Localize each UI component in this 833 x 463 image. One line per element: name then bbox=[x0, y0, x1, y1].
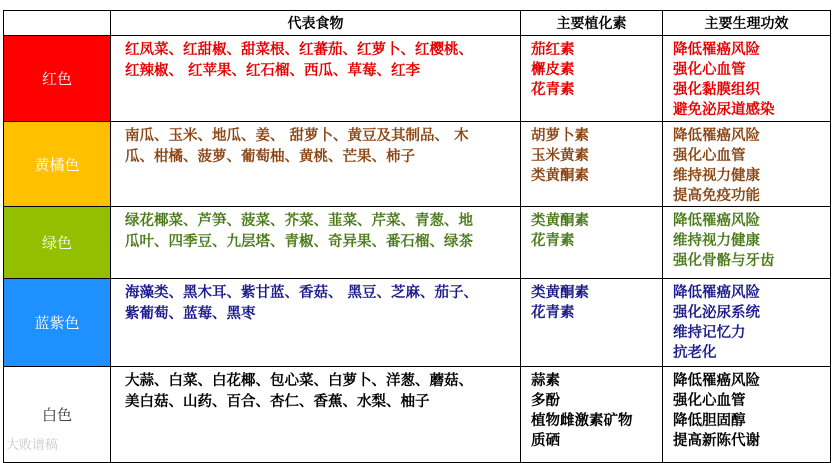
table-row bbox=[4, 122, 831, 207]
color-category-label: 绿色 bbox=[41, 234, 72, 252]
phytochemicals-cell-line: 花青素 bbox=[531, 305, 575, 321]
header-foods: 代表食物 bbox=[111, 11, 521, 36]
functions-cell-line: 降低罹癌风险 bbox=[673, 128, 760, 144]
functions-cell bbox=[663, 367, 831, 463]
table-row bbox=[4, 36, 831, 122]
functions-cell bbox=[663, 279, 831, 367]
color-category-cell bbox=[4, 36, 111, 122]
functions-cell-line: 降低罹癌风险 bbox=[673, 42, 760, 58]
foods-cell-line: 美白菇、山药、百合、杏仁、香蕉、水梨、柚子 bbox=[125, 394, 430, 410]
color-category-label: 白色 bbox=[41, 406, 72, 424]
foods-cell-line: 大蒜、白菜、白花椰、包心菜、白萝卜、洋葱、蘑菇、 bbox=[125, 373, 473, 389]
foods-cell-line: 紫葡萄、蓝莓、黑枣 bbox=[125, 306, 256, 322]
nutrition-color-table bbox=[3, 10, 831, 463]
foods-cell-line: 南瓜、玉米、地瓜、姜、 甜萝卜、黄豆及其制品、 木 bbox=[125, 128, 469, 144]
phytochemicals-cell bbox=[521, 36, 663, 122]
foods-cell bbox=[111, 367, 521, 463]
table-row bbox=[4, 207, 831, 279]
functions-cell-line: 降低胆固醇 bbox=[673, 413, 746, 429]
functions-cell-line: 维持视力健康 bbox=[673, 168, 760, 184]
functions-cell bbox=[663, 36, 831, 122]
phytochemicals-cell-line: 质硒 bbox=[531, 433, 560, 449]
phytochemicals-cell-line: 类黄酮素 bbox=[531, 168, 589, 184]
header-phytochemicals: 主要植化素 bbox=[521, 11, 663, 36]
functions-cell-line: 强化泌尿系统 bbox=[673, 305, 760, 321]
table-row bbox=[4, 279, 831, 367]
functions-cell bbox=[663, 207, 831, 279]
color-category-label: 红色 bbox=[41, 70, 72, 88]
phytochemicals-cell-line: 花青素 bbox=[531, 233, 575, 249]
foods-cell bbox=[111, 279, 521, 367]
phytochemicals-cell bbox=[521, 367, 663, 463]
foods-cell-line: 海藻类、黑木耳、紫甘蓝、香菇、 黑豆、芝麻、茄子、 bbox=[125, 285, 479, 301]
foods-cell bbox=[111, 207, 521, 279]
phytochemicals-cell-line: 胡萝卜素 bbox=[531, 128, 589, 144]
color-category-label: 蓝紫色 bbox=[34, 314, 80, 332]
functions-cell-line: 强化骨骼与牙齿 bbox=[673, 253, 775, 269]
functions-cell-line: 抗老化 bbox=[673, 345, 717, 361]
functions-cell-line: 提高免疫功能 bbox=[673, 188, 760, 204]
phytochemicals-cell-line: 类黄酮素 bbox=[531, 285, 589, 301]
watermark: 大败谱稿 bbox=[6, 438, 59, 453]
foods-cell bbox=[111, 122, 521, 207]
phytochemicals-cell-line: 茄红素 bbox=[531, 42, 575, 58]
functions-cell-line: 强化心血管 bbox=[673, 62, 746, 78]
phytochemicals-cell bbox=[521, 122, 663, 207]
foods-cell bbox=[111, 36, 521, 122]
foods-cell-line: 红辣椒、 红苹果、红石榴、西瓜、草莓、红李 bbox=[125, 63, 421, 79]
functions-cell-line: 维持记忆力 bbox=[673, 325, 746, 341]
color-category-label: 黄橘色 bbox=[34, 155, 80, 174]
functions-cell-line: 强化心血管 bbox=[673, 148, 746, 164]
functions-cell-line: 强化心血管 bbox=[673, 393, 746, 409]
table-row bbox=[4, 367, 831, 463]
foods-cell-line: 瓜叶、四季豆、九层塔、青椒、奇异果、番石榴、绿茶 bbox=[125, 234, 473, 250]
phytochemicals-cell-line: 蒜素 bbox=[531, 373, 560, 389]
phytochemicals-cell-line: 檞皮素 bbox=[531, 62, 575, 78]
functions-cell-line: 降低罹癌风险 bbox=[673, 285, 760, 301]
phytochemicals-cell-line: 多酚 bbox=[531, 393, 560, 409]
color-category-cell bbox=[4, 122, 111, 207]
phytochemicals-cell bbox=[521, 279, 663, 367]
phytochemicals-cell-line: 植物雌激素矿物 bbox=[531, 413, 633, 429]
header-row bbox=[4, 11, 831, 36]
functions-cell-line: 降低罹癌风险 bbox=[673, 213, 760, 229]
phytochemicals-cell-line: 玉米黄素 bbox=[531, 148, 589, 164]
foods-cell-line: 绿花椰菜、芦笋、菠菜、芥菜、韮菜、芹菜、青葱、地 bbox=[125, 213, 473, 229]
header-functions: 主要生理功效 bbox=[663, 11, 831, 36]
functions-cell-line: 提高新陈代谢 bbox=[673, 433, 760, 449]
functions-cell-line: 避免泌尿道感染 bbox=[673, 102, 775, 118]
functions-cell-line: 降低罹癌风险 bbox=[673, 373, 760, 389]
header-blank bbox=[4, 11, 111, 36]
phytochemicals-cell-line: 类黄酮素 bbox=[531, 213, 589, 229]
functions-cell-line: 强化黏膜组织 bbox=[673, 82, 760, 98]
phytochemicals-cell-line: 花青素 bbox=[531, 82, 575, 98]
foods-cell-line: 瓜、柑橘、菠萝、葡萄柚、黄桃、芒果、柿子 bbox=[125, 149, 415, 165]
color-category-cell bbox=[4, 207, 111, 279]
phytochemicals-cell bbox=[521, 207, 663, 279]
foods-cell-line: 红凤菜、红甜椒、甜菜根、红蕃茄、红萝卜、红樱桃、 bbox=[125, 42, 473, 58]
functions-cell-line: 维持视力健康 bbox=[673, 233, 760, 249]
color-category-cell bbox=[4, 279, 111, 367]
functions-cell bbox=[663, 122, 831, 207]
